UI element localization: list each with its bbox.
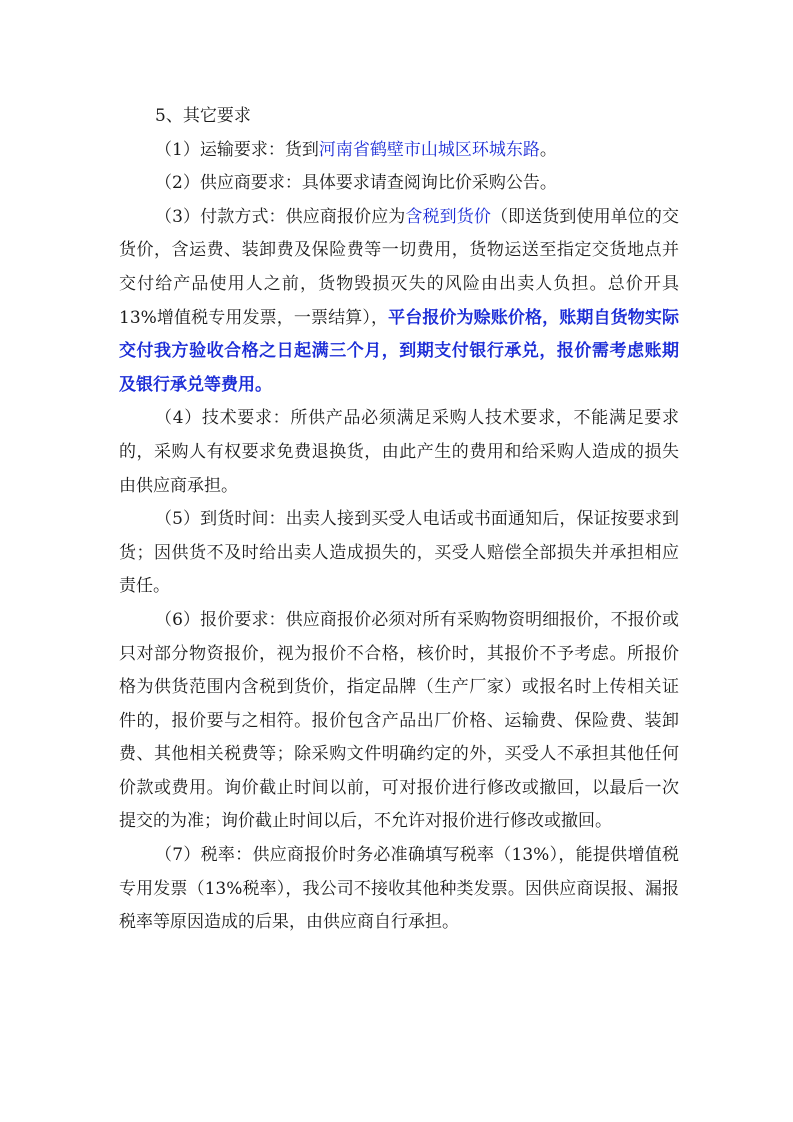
section-heading: 5、其它要求 — [155, 106, 251, 126]
document-body — [119, 100, 679, 940]
delivery-address: 河南省鹤壁市山城区环城东路 — [318, 139, 540, 160]
requirement-delivery-time: （5）到货时间：出卖人接到买受人电话或书面通知后，保证按要求到货；因供货不及时给出卖人造成损失的，买受人赔偿全部损失并承担相应责任。 — [119, 509, 679, 597]
requirement-payment: （3）付款方式：供应商报价应为含税到货价（即送货到使用单位的交货价，含运费、装卸费及保险费等一切费用，货物运送至指定交货地点并交付给产品使用人之前，货物毁损灭失的风险由出卖人负担。总价开具13%增值税专用发票，一票结算），平台报价为赊账价格，账期自货物实际交付我方验收合格之日起满三个月，到期支付银行承兑，报价需考虑账期及银行承兑等费用。 — [119, 206, 679, 395]
requirement-quotation: （6）报价要求：供应商报价必须对所有采购物资明细报价，不报价或只对部分物资报价，视为报价不合格，核价时，其报价不予考虑。所报价格为供货范围内含税到货价，指定品牌（生产厂家）或报名时上传相关证件的，报价要与之相符。报价包含产品出厂价格、运输费、保险费、装卸费、其他相关税费等；除采购文件明确约定的外，买受人不承担其他任何价款或费用。询价截止时间以前，可对报价进行修改或撤回，以最后一次提交的为准；询价截止时间以后，不允许对报价进行修改或撤回。 — [119, 609, 679, 832]
requirement-supplier: （2）供应商要求：具体要求请查阅询比价采购公告。 — [155, 173, 557, 194]
price-type-highlight: 含税到货价 — [405, 206, 491, 227]
requirement-transport: （1）运输要求：货到河南省鹤壁市山城区环城东路。 — [155, 139, 557, 160]
credit-terms-highlight: 平台报价为赊账价格，账期自货物实际交付我方验收合格之日起满三个月，到期支付银行承兑，报价需考虑账期及银行承兑等费用。 — [119, 307, 679, 395]
requirement-technical: （4）技术要求：所供产品必须满足采购人技术要求，不能满足要求的，采购人有权要求免费退换货，由此产生的费用和给采购人造成的损失由供应商承担。 — [119, 408, 679, 496]
requirement-tax-rate: （7）税率：供应商报价时务必准确填写税率（13%），能提供增值税专用发票（13%税率），我公司不接收其他种类发票。因供应商误报、漏报税率等原因造成的后果，由供应商自行承担。 — [119, 845, 679, 933]
